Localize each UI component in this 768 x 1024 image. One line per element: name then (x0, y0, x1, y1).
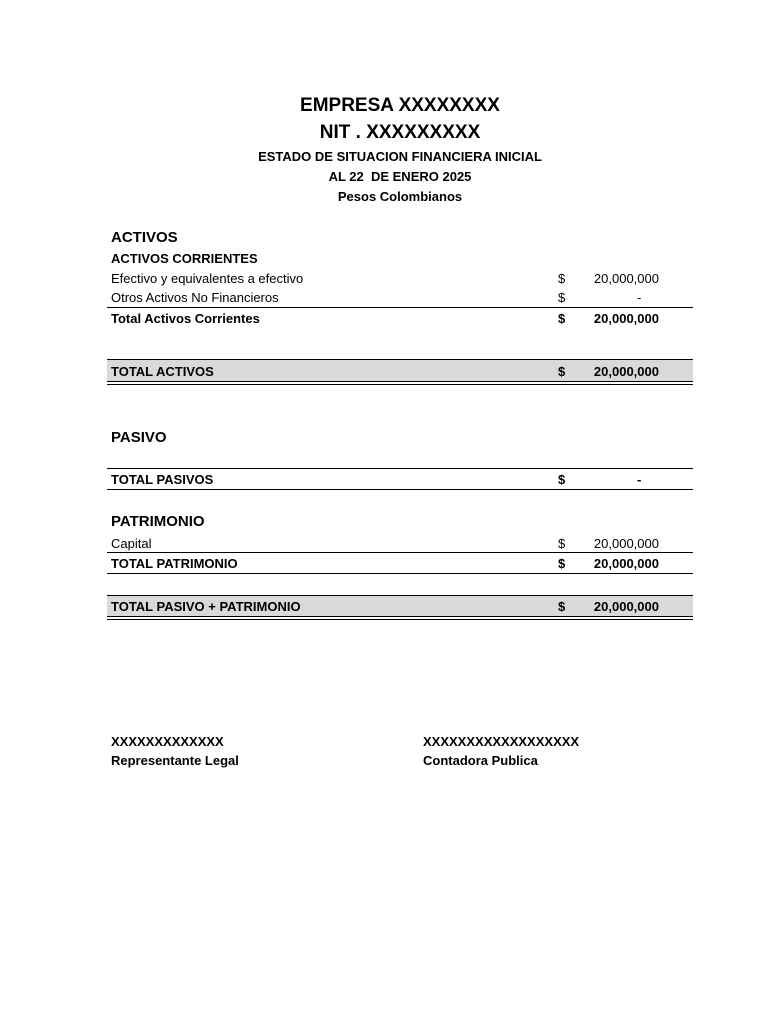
total-pasivo-patrimonio-row (107, 595, 693, 616)
row-label: TOTAL PASIVOS (111, 472, 214, 487)
company-name: EMPRESA XXXXXXXX (300, 95, 500, 116)
divider (107, 489, 693, 490)
row-amount: 20,000,000 (593, 556, 659, 571)
statement-date: AL 22 DE ENERO 2025 (328, 169, 472, 184)
row-label: TOTAL ACTIVOS (111, 364, 214, 379)
patrimonio-title: PATRIMONIO (111, 513, 205, 530)
row-amount: 20,000,000 (593, 311, 659, 326)
table-row-capital (107, 534, 693, 554)
statement-currency: Pesos Colombianos (337, 189, 463, 204)
double-underline (107, 616, 693, 620)
total-activos-row (107, 359, 693, 381)
row-currency: $ (558, 290, 566, 305)
activos-corrientes-subtitle: ACTIVOS CORRIENTES (111, 251, 258, 266)
row-amount: 20,000,000 (593, 271, 659, 286)
row-currency: $ (558, 599, 566, 614)
total-activos-corrientes-row (107, 307, 693, 328)
row-label: Capital (111, 536, 152, 551)
row-currency: $ (558, 472, 566, 487)
row-currency: $ (558, 311, 566, 326)
activos-title: ACTIVOS (111, 229, 178, 246)
row-currency: $ (558, 556, 566, 571)
row-label: TOTAL PATRIMONIO (111, 556, 238, 571)
row-amount: 20,000,000 (593, 599, 659, 614)
row-amount: 20,000,000 (593, 364, 659, 379)
company-nit: NIT . XXXXXXXXX (319, 122, 481, 143)
signature-role-contadora: Contadora Publica (423, 753, 538, 768)
row-currency: $ (558, 536, 566, 551)
divider (107, 573, 693, 574)
row-label: Efectivo y equivalentes a efectivo (111, 271, 304, 286)
row-amount: - (637, 290, 642, 305)
row-currency: $ (558, 271, 566, 286)
total-pasivos-row (107, 468, 693, 489)
double-underline (107, 381, 693, 385)
row-amount: 20,000,000 (593, 536, 659, 551)
signature-role-legal: Representante Legal (111, 753, 239, 768)
table-row-otros-activos (107, 288, 693, 308)
table-row-efectivo (107, 269, 693, 289)
row-label: Total Activos Corrientes (111, 311, 260, 326)
statement-title: ESTADO DE SITUACION FINANCIERA INICIAL (258, 149, 542, 164)
row-currency: $ (558, 364, 566, 379)
row-label: Otros Activos No Financieros (111, 290, 279, 305)
pasivo-title: PASIVO (111, 429, 167, 446)
row-amount: - (637, 472, 642, 487)
total-patrimonio-row (107, 552, 693, 573)
row-label: TOTAL PASIVO + PATRIMONIO (111, 599, 301, 614)
signature-name-legal: XXXXXXXXXXXXX (111, 734, 224, 749)
signature-name-contadora: XXXXXXXXXXXXXXXXXX (423, 734, 580, 749)
